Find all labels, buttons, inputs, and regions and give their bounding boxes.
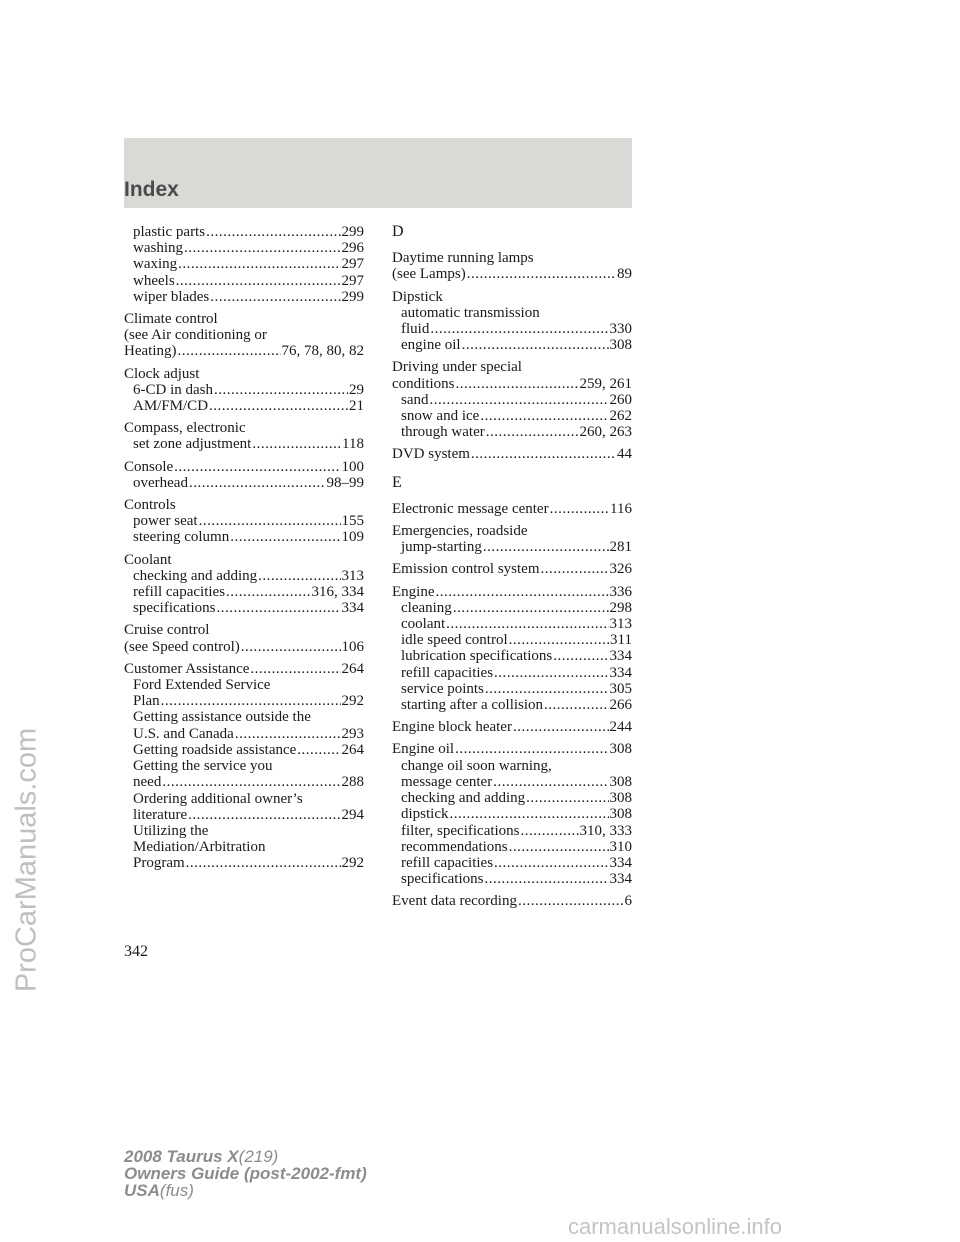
index-entry — [392, 250, 632, 282]
index-line — [392, 741, 632, 757]
index-term: Getting assistance outside the — [133, 709, 311, 726]
dot-leader — [483, 539, 609, 555]
index-line — [392, 839, 632, 855]
index-line — [124, 774, 364, 790]
index-line — [124, 742, 364, 758]
index-term: checking and adding — [401, 790, 526, 807]
index-term: refill capacities — [401, 664, 494, 681]
dot-leader — [184, 240, 341, 256]
dot-leader — [250, 661, 340, 677]
index-line — [392, 266, 632, 282]
footer-model-code: (219) — [238, 1147, 279, 1166]
index-term: Controls — [124, 497, 176, 514]
index-page-ref: 308 — [609, 790, 632, 807]
index-line — [392, 584, 632, 600]
index-term: Plan — [133, 693, 160, 710]
index-term: checking and adding — [133, 567, 258, 584]
index-line — [124, 709, 364, 725]
index-entry — [392, 741, 632, 887]
index-term: Customer Assistance — [124, 660, 250, 677]
index-line — [392, 616, 632, 632]
index-line — [124, 726, 364, 742]
index-line — [392, 893, 632, 909]
index-line — [124, 497, 364, 513]
dot-leader — [210, 289, 340, 305]
index-page-ref: 313 — [341, 567, 364, 584]
index-line — [124, 552, 364, 568]
index-line — [392, 501, 632, 517]
index-term: Ford Extended Service — [133, 677, 271, 694]
index-line — [124, 273, 364, 289]
dot-leader — [188, 807, 340, 823]
index-line — [124, 791, 364, 807]
index-page-ref: 288 — [341, 774, 364, 791]
index-page-ref: 98–99 — [326, 474, 364, 491]
index-term: message center — [401, 773, 493, 790]
index-line — [124, 459, 364, 475]
page-title: Index — [124, 178, 179, 201]
index-page-ref: 155 — [341, 513, 364, 530]
dot-leader — [494, 665, 608, 681]
index-page-ref: 308 — [609, 337, 632, 354]
index-entry — [124, 661, 364, 872]
dot-leader — [162, 774, 340, 790]
dot-leader — [189, 475, 326, 491]
index-line — [392, 523, 632, 539]
index-line — [392, 392, 632, 408]
index-page-ref: 308 — [609, 773, 632, 790]
index-term: Heating) — [124, 343, 177, 360]
dot-leader — [484, 871, 608, 887]
dot-leader — [199, 513, 341, 529]
index-page-ref: 334 — [341, 600, 364, 617]
dot-leader — [177, 343, 280, 359]
section-letter: E — [392, 473, 402, 491]
index-term: U.S. and Canada — [133, 725, 234, 742]
dot-leader — [252, 436, 341, 452]
index-term: through water — [401, 424, 485, 441]
dot-leader — [518, 893, 624, 909]
index-page-ref: 297 — [341, 256, 364, 273]
index-page-ref: 89 — [617, 266, 632, 283]
dot-leader — [297, 742, 340, 758]
index-page-ref: 330 — [609, 321, 632, 338]
index-page-ref: 266 — [609, 697, 632, 714]
index-page-ref: 106 — [341, 638, 364, 655]
dot-leader — [467, 266, 616, 282]
index-page-ref: 316, 334 — [311, 584, 364, 601]
index-page-ref: 336 — [609, 583, 632, 600]
index-term: change oil soon warning, — [401, 757, 552, 774]
index-line — [124, 289, 364, 305]
index-line — [124, 420, 364, 436]
index-line — [392, 305, 632, 321]
index-line — [124, 584, 364, 600]
index-term: wheels — [133, 272, 175, 289]
index-term: Program — [133, 855, 185, 872]
index-page-ref: 334 — [609, 871, 632, 888]
index-line — [124, 823, 364, 839]
dot-leader — [521, 823, 579, 839]
index-term: filter, specifications — [401, 822, 520, 839]
dot-leader — [450, 806, 609, 822]
index-term: cleaning — [401, 599, 452, 616]
dot-leader — [486, 424, 579, 440]
index-line — [124, 807, 364, 823]
dot-leader — [480, 408, 608, 424]
index-page-ref: 100 — [341, 458, 364, 475]
bottom-watermark: carmanualsonline.info — [568, 1214, 783, 1239]
index-line — [124, 436, 364, 452]
index-line — [124, 839, 364, 855]
dot-leader — [206, 224, 340, 240]
dot-leader — [541, 561, 609, 577]
index-page-ref: 311 — [610, 632, 632, 649]
footer-market: USA — [124, 1181, 160, 1200]
index-term: (see Air conditioning or — [124, 327, 267, 344]
index-line — [392, 359, 632, 375]
index-line — [124, 855, 364, 871]
index-page-ref: 76, 78, 80, 82 — [281, 343, 364, 360]
index-line — [392, 289, 632, 305]
dot-leader — [226, 584, 310, 600]
index-line — [124, 677, 364, 693]
index-term: Daytime running lamps — [392, 250, 534, 267]
index-line — [392, 823, 632, 839]
index-page-ref: 308 — [609, 806, 632, 823]
dot-leader — [430, 321, 608, 337]
index-term: wiper blades — [133, 288, 210, 305]
index-term: AM/FM/CD — [133, 398, 209, 415]
index-term: coolant — [401, 616, 446, 633]
index-term: Driving under special — [392, 359, 522, 376]
index-entry — [392, 289, 632, 354]
index-term: overhead — [133, 474, 188, 491]
footer-model: 2008 Taurus X — [124, 1147, 239, 1166]
index-line — [124, 639, 364, 655]
index-page-ref: 109 — [341, 529, 364, 546]
index-line — [124, 568, 364, 584]
document-footer — [124, 1148, 367, 1199]
index-line — [392, 758, 632, 774]
index-term: literature — [133, 806, 188, 823]
index-line — [392, 408, 632, 424]
index-entry — [392, 446, 632, 462]
index-line — [124, 513, 364, 529]
index-term: Mediation/Arbitration — [133, 839, 266, 856]
index-term: Engine block heater — [392, 719, 512, 736]
index-page-ref: 260 — [609, 391, 632, 408]
index-line — [392, 806, 632, 822]
index-page-ref: 292 — [341, 693, 364, 710]
index-term: sand — [401, 391, 429, 408]
index-page-ref: 310 — [609, 838, 632, 855]
dot-leader — [471, 446, 616, 462]
index-line — [124, 224, 364, 240]
dot-leader — [258, 568, 340, 584]
dot-leader — [526, 790, 608, 806]
index-page-ref: 305 — [609, 680, 632, 697]
index-page-ref: 334 — [609, 664, 632, 681]
dot-leader — [493, 774, 608, 790]
index-page-ref: 264 — [341, 741, 364, 758]
index-line — [392, 321, 632, 337]
index-line — [392, 665, 632, 681]
index-page-ref: 244 — [609, 719, 632, 736]
index-term: Emergencies, roadside — [392, 523, 528, 540]
index-line — [392, 600, 632, 616]
page-number: 342 — [124, 943, 148, 960]
index-page-ref: 299 — [341, 224, 364, 240]
index-term: refill capacities — [401, 854, 494, 871]
index-term: starting after a collision — [401, 697, 544, 714]
index-term: Emission control system — [392, 561, 540, 578]
dot-leader — [509, 839, 609, 855]
dot-leader — [550, 501, 609, 517]
index-term: Coolant — [124, 551, 172, 568]
index-term: service points — [401, 680, 484, 697]
dot-leader — [430, 392, 609, 408]
index-line — [392, 376, 632, 392]
index-entry — [392, 719, 632, 735]
index-term: steering column — [133, 529, 230, 546]
index-page-ref: 299 — [341, 288, 364, 305]
index-line — [124, 693, 364, 709]
dot-leader — [230, 529, 340, 545]
index-entry — [124, 224, 364, 305]
index-page-ref: 260, 263 — [579, 424, 632, 441]
index-page-ref: 326 — [609, 561, 632, 578]
index-page-ref: 21 — [349, 398, 364, 415]
index-page-ref: 334 — [609, 648, 632, 665]
index-line — [392, 719, 632, 735]
index-page-ref: 334 — [609, 854, 632, 871]
index-line — [392, 871, 632, 887]
dot-leader — [186, 855, 341, 871]
index-line — [392, 790, 632, 806]
index-page-ref: 308 — [609, 741, 632, 758]
dot-leader — [553, 648, 608, 664]
index-term: washing — [133, 240, 183, 257]
index-page-ref: 44 — [617, 446, 632, 463]
index-page-ref: 116 — [610, 500, 632, 517]
index-line — [124, 382, 364, 398]
index-term: specifications — [401, 871, 484, 888]
index-page-ref: 29 — [349, 381, 364, 398]
index-term: Climate control — [124, 311, 218, 328]
dot-leader — [513, 719, 609, 735]
index-term: fluid — [401, 321, 430, 338]
index-page-ref: 6 — [624, 893, 632, 910]
index-term: Getting the service you — [133, 758, 273, 775]
dot-leader — [485, 681, 609, 697]
index-term: automatic transmission — [401, 304, 540, 321]
index-entry — [392, 501, 632, 517]
index-column-left — [124, 224, 364, 878]
index-line — [124, 343, 364, 359]
index-entry — [124, 497, 364, 546]
index-entry — [124, 459, 364, 491]
side-watermark-text: ProCarManuals.com — [10, 727, 43, 993]
index-line — [124, 529, 364, 545]
dot-leader — [455, 741, 608, 757]
index-term: Engine oil — [392, 741, 455, 758]
index-line — [392, 697, 632, 713]
index-page-ref: 293 — [341, 725, 364, 742]
index-term: power seat — [133, 513, 198, 530]
dot-leader — [241, 639, 341, 655]
index-entry — [392, 523, 632, 555]
index-term: conditions — [392, 375, 455, 392]
index-page-ref: 313 — [609, 616, 632, 633]
index-page-ref: 292 — [341, 855, 364, 872]
index-line — [124, 311, 364, 327]
side-watermark — [0, 0, 54, 1242]
index-line — [392, 632, 632, 648]
index-column-right — [392, 224, 632, 916]
dot-leader — [446, 616, 608, 632]
index-term: jump-starting — [401, 539, 482, 556]
dot-leader — [509, 632, 609, 648]
index-term: Clock adjust — [124, 365, 200, 382]
index-term: lubrication specifications — [401, 648, 553, 665]
index-line — [124, 327, 364, 343]
index-line — [392, 681, 632, 697]
index-entry — [124, 420, 364, 452]
index-term: need — [133, 774, 162, 791]
dot-leader — [462, 337, 609, 353]
index-term: (see Speed control) — [124, 638, 240, 655]
index-term: Console — [124, 458, 174, 475]
index-line — [124, 475, 364, 491]
dot-leader — [161, 693, 341, 709]
index-line — [392, 855, 632, 871]
index-page-ref: 298 — [609, 599, 632, 616]
index-line — [392, 446, 632, 462]
index-term: Electronic message center — [392, 500, 549, 517]
index-term: engine oil — [401, 337, 461, 354]
dot-leader — [453, 600, 609, 616]
index-line — [392, 774, 632, 790]
index-line — [392, 250, 632, 266]
index-page-ref: 118 — [342, 436, 364, 453]
dot-leader — [178, 256, 340, 272]
index-line — [124, 622, 364, 638]
index-page-ref: 281 — [609, 539, 632, 556]
index-entry — [124, 622, 364, 654]
index-entry — [392, 359, 632, 440]
index-line — [124, 366, 364, 382]
index-line — [392, 424, 632, 440]
header-band — [124, 138, 632, 208]
dot-leader — [216, 600, 340, 616]
index-line — [124, 256, 364, 272]
index-line — [124, 240, 364, 256]
index-term: refill capacities — [133, 584, 226, 601]
index-term: Compass, electronic — [124, 420, 246, 437]
index-entry — [392, 893, 632, 909]
index-term: set zone adjustment — [133, 436, 252, 453]
index-term: Dipstick — [392, 288, 443, 305]
dot-leader — [436, 584, 609, 600]
index-line — [124, 600, 364, 616]
index-line — [392, 539, 632, 555]
index-page-ref: 262 — [609, 408, 632, 425]
dot-leader — [209, 398, 348, 414]
index-term: Utilizing the — [133, 822, 209, 839]
index-line — [392, 648, 632, 664]
index-entry — [124, 366, 364, 415]
footer-guide: Owners Guide (post-2002-fmt) — [124, 1164, 367, 1183]
index-line — [392, 337, 632, 353]
index-page-ref: 294 — [341, 806, 364, 823]
index-term: Event data recording — [392, 893, 517, 910]
dot-leader — [176, 273, 341, 289]
dot-leader — [456, 376, 579, 392]
dot-leader — [494, 855, 608, 871]
dot-leader — [174, 459, 340, 475]
index-term: plastic parts — [133, 224, 206, 240]
index-term: specifications — [133, 600, 216, 617]
index-term: Cruise control — [124, 622, 210, 639]
dot-leader — [235, 726, 341, 742]
index-page-ref: 296 — [341, 240, 364, 257]
index-page-ref: 310, 333 — [579, 822, 632, 839]
dot-leader — [214, 382, 348, 398]
index-page-ref: 259, 261 — [579, 375, 632, 392]
index-term: DVD system — [392, 446, 470, 463]
index-entry — [392, 584, 632, 714]
index-term: waxing — [133, 256, 178, 273]
index-page-ref: 297 — [341, 272, 364, 289]
index-entry — [124, 311, 364, 360]
index-term: Engine — [392, 583, 435, 600]
index-term: recommendations — [401, 838, 508, 855]
index-term: snow and ice — [401, 408, 480, 425]
index-term: dipstick — [401, 806, 449, 823]
section-letter: D — [392, 223, 404, 240]
index-line — [124, 398, 364, 414]
index-term: (see Lamps) — [392, 266, 466, 283]
index-line — [392, 561, 632, 577]
index-page-ref: 264 — [341, 660, 364, 677]
footer-market-code: (fus) — [159, 1181, 194, 1200]
index-line — [124, 758, 364, 774]
index-term: Ordering additional owner’s — [133, 790, 303, 807]
index-term: 6-CD in dash — [133, 381, 213, 398]
index-line — [124, 661, 364, 677]
dot-leader — [544, 697, 608, 713]
index-entry — [392, 561, 632, 577]
index-entry — [124, 552, 364, 617]
index-term: Getting roadside assistance — [133, 741, 297, 758]
index-term: idle speed control — [401, 632, 508, 649]
